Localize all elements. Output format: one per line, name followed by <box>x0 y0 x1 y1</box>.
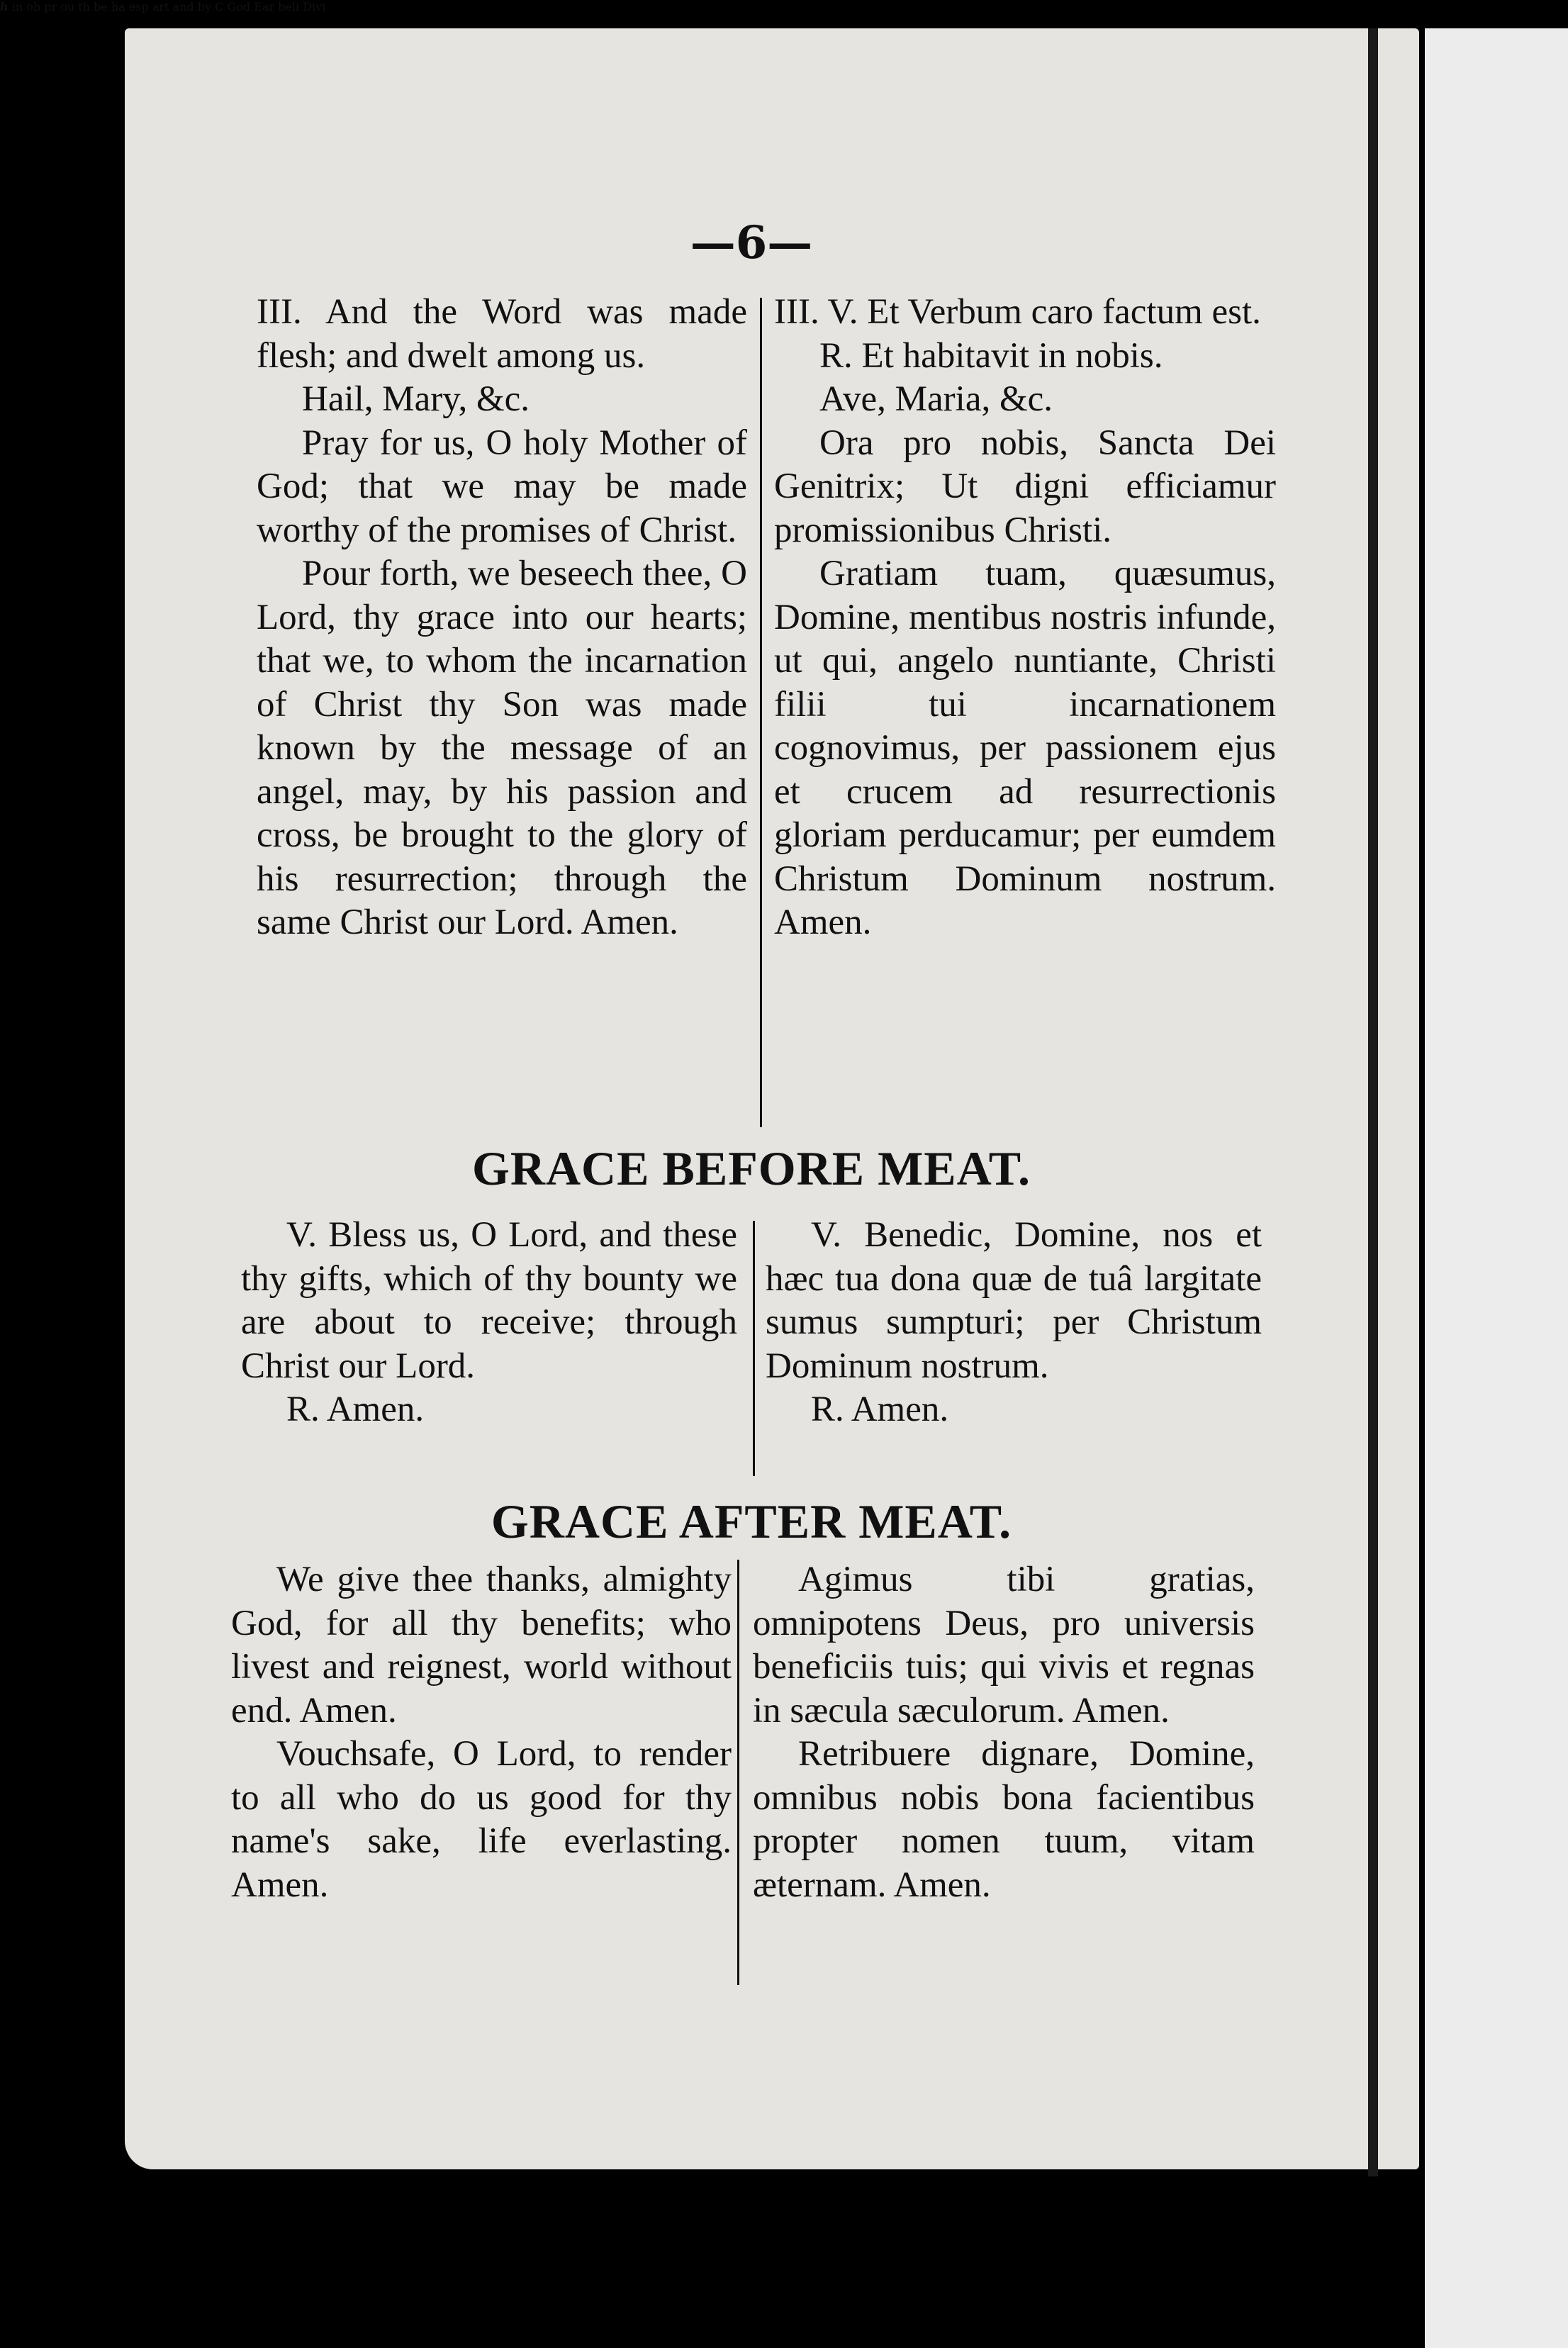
grace-before-english-column <box>241 1214 737 1432</box>
facing-fragment: beli <box>278 0 300 13</box>
latin-paragraph: Ave, Maria, &c. <box>819 379 1053 419</box>
latin-paragraph: V. Benedic, Domine, nos et hæc tua dona quæ de tuâ largitate sumus sumpturi; per Christum Dominum nostrum. <box>766 1215 1262 1386</box>
grace-after-heading: GRACE AFTER MEAT. <box>491 1494 1012 1548</box>
facing-fragment: Divi <box>303 0 326 13</box>
facing-fragment: h <box>0 0 9 13</box>
facing-page-edge <box>1425 28 1568 2348</box>
facing-fragment: be <box>94 0 108 13</box>
angelus-english-column <box>257 291 747 945</box>
grace-after-latin-column <box>753 1558 1255 1907</box>
column-divider <box>753 1221 755 1476</box>
column-divider <box>737 1560 739 1985</box>
grace-after-english-column <box>231 1558 732 1907</box>
grace-before-heading: GRACE BEFORE MEAT. <box>471 1141 1031 1195</box>
page-gutter <box>1368 28 1378 2176</box>
english-paragraph: V. Bless us, O Lord, and these thy gifts, which of thy bounty we are about to receive; through Christ our Lord. <box>241 1215 737 1386</box>
latin-paragraph: R. Amen. <box>811 1390 949 1429</box>
english-paragraph: III. And the Word was made flesh; and dwelt among us. <box>257 292 747 376</box>
facing-fragment: ou <box>60 0 75 13</box>
facing-fragment: ha <box>111 0 125 13</box>
page-number: —6— <box>690 216 813 269</box>
facing-fragment: God <box>227 0 251 13</box>
latin-paragraph: Retribuere dignare, Domine, omnibus nobis bona facientibus propter nomen tuum, vitam æternam. Amen. <box>753 1734 1255 1905</box>
english-paragraph: Vouchsafe, O Lord, to render to all who do us good for thy name's sake, life everlasting. Amen. <box>231 1734 732 1905</box>
facing-fragment: esp <box>128 0 149 13</box>
latin-paragraph: Agimus tibi gratias, omnipotens Deus, pro universis beneficiis tuis; qui vivis et regnas in sæcula sæculorum. Amen. <box>753 1560 1255 1731</box>
english-paragraph: We give thee thanks, almighty God, for all thy benefits; who livest and reignest, world without end. Amen. <box>231 1560 732 1731</box>
facing-fragment: ob <box>26 0 41 13</box>
latin-paragraph: Gratiam tuam, quæsumus, Domine, mentibus nostris infunde, ut qui, angelo nuntiante, Christi filii tui incarnationem cognovimus, per passionem ejus et crucem ad resurrectionis gloriam perducamur; per eumdem Christum Dominum nostrum. Amen. <box>774 554 1276 942</box>
facing-fragment: art <box>152 0 169 13</box>
column-divider <box>760 298 762 1127</box>
angelus-latin-column <box>774 291 1276 945</box>
grace-before-latin-column <box>766 1214 1262 1432</box>
english-paragraph: Pray for us, O holy Mother of God; that we may be made worthy of the promises of Christ. <box>257 423 747 550</box>
facing-page-fragments <box>0 0 1568 13</box>
english-paragraph: R. Amen. <box>286 1390 425 1429</box>
facing-fragment: C <box>215 0 224 13</box>
english-paragraph: Pour forth, we beseech thee, O Lord, thy grace into our hearts; that we, to whom the incarnation of Christ thy Son was made known by the message of an angel, may, by his passion and cross, be brought to the glory of his resurrection; through the same Christ our Lord. Amen. <box>257 554 747 942</box>
facing-fragment: Ear <box>254 0 275 13</box>
latin-paragraph: Ora pro nobis, Sancta Dei Genitrix; Ut digni efficiamur promissionibus Christi. <box>774 423 1276 550</box>
facing-fragment: and <box>172 0 194 13</box>
facing-fragment: in <box>11 0 23 13</box>
latin-paragraph: III. V. Et Verbum caro factum est. <box>774 292 1261 332</box>
facing-fragment: th <box>78 0 90 13</box>
facing-fragment: pr <box>44 0 57 13</box>
latin-paragraph: R. Et habitavit in nobis. <box>819 335 1163 376</box>
facing-fragment: by <box>197 0 212 13</box>
english-paragraph: Hail, Mary, &c. <box>302 379 530 419</box>
